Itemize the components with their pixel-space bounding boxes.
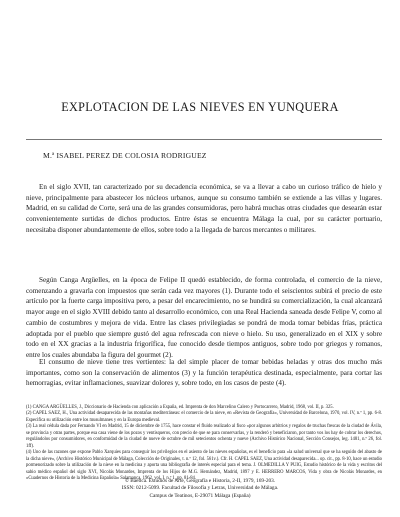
paragraph-text: Según Canga Argüelles, en la época de Felipe II quedó establecido, de forma controlada, el comercio de la nieve, comenzando a gravarla con impuestos que serán cada vez mayores (1). Durante todo el seiscientos subirá el precio de este artículo por la fuerte carga impositiva pero, a pesar del encarecimiento, no se hundirá su comercialización, la cual alcanzará mayor auge en el siglo XVIII debido tanto al desarrollo económico, con una Real Hacienda saneada desde Felipe V, como al cambio de costumbres y mejora de vida. Entre las clases privilegiadas se pondrá de moda tomar bebidas frías, práctica adoptada por el pueblo que siempre gustó del agua refrescada con nieve o hielo. Su uso, generalizado en el XIX y sobre todo en el XX gracias a la industria frigorífica, fue conocido desde tiempos antiguos, sobre todo por griegos y romanos, entre los cuales abundaba la figura del gourmet (2).	[26, 276, 382, 359]
footer-address: Campus de Teatinos, E-29071 Málaga (España)	[149, 492, 251, 499]
footnote-1: (1) CANGA ARGÜELLES, J., Diccionario de Hacienda con aplicación a España, ed. Imprenta de don Marcelino Calero y Portocarrero, Madrid, 1968, vol. II, p. 325.	[26, 405, 334, 410]
author-name: M.ª ISABEL PEREZ DE COLOSIA RODRIGUEZ	[43, 151, 207, 160]
title-divider	[26, 139, 382, 140]
body-paragraph-1	[26, 182, 382, 236]
article-title: EXPLOTACION DE LAS NIEVES EN YUNQUERA	[61, 100, 339, 114]
journal-footer	[0, 478, 400, 500]
footer-issn: ISSN: 0212-5099. Facultad de Filosofía y Letras, Universidad de Málaga.	[121, 485, 279, 492]
paragraph-text: El consumo de nieve tiene tres vertientes: la del simple placer de tomar bebidas heladas y otras dos mucho más importantes, como son la conservación de alimentos (3) y la función terapéutica destinada, especialmente, para cortar las hemorragias, evitar inflamaciones, suavizar dolores y, sobre todo, en los casos de peste (4).	[26, 358, 382, 388]
footnote-4: (4) Uno de las razones que expone Pablo Xarquies para conseguir los privilegios en el asiento de las nieves españolas, es el beneficio para «la salud universal que se ha seguido del abasto de la dicha nieve», (Archivo Histórico Municipal de Málaga, Colección de Originales, t. n.º 12, fol. 561v.). Cfr. H. CAPEL SAEZ, Una actividad desaparecida... op. cit., pp. 8-10, hace un estudio pormenorizado sobre la utilización de la nieve en la medicina y aporta una bibliografía de interés especial para el tema. J. OLMEDILLA Y PUIG, Estudio histórico de la vida y escritos del sabio médico español del siglo XVI, Nicolás Monardes, Imprenta de los Hijos de M.G. Hernández, Madrid, 1897 y E. HERRERO MARCOS, Vida y obra de Nicolás Monardes, en «Cuadernos de Historia de la Medicina Española» Salamanca, 1962, vol. I, n.º 1, pp. 81-84.	[26, 450, 382, 481]
body-paragraph-3	[26, 357, 382, 389]
footnotes	[26, 405, 382, 482]
footnote-2: (2) CAPEL SAEZ, H., Una actividad desaparecida de las montañas mediterráneas: el comercio de la nieve, en «Revista de Geografía», Universidad de Barcelona, 1970, vol. IV, n.º 1, pp. 6-8. Especifica su utilización entre los musulmanes y en la Europa medieval.	[26, 411, 382, 423]
footer-citation: © Baetica. Estudios de Arte, Geografía e Historia, 2-II, 1979, 169-203.	[124, 478, 276, 484]
body-paragraph-2	[26, 275, 382, 361]
footnote-3: (3) La real cédula dada por Fernando VI en Madrid, 15 de diciembre de 1755, hace constar el fluido realizado al fisco «por algunos arbitrios y regalos de truchas frescas de la ciudad de Ávila, se provincia y otras partes, porque esa casa viene de los pozos y ventisqueros, con precio de que se para conservarlas, y la renderó y beneficiaron, por tanto vos los hay de cobrar los derechos, regulándolos por consumidores, en conformidad de la ciudad de nueve de octubre de mil setecientos ochenta y nueve (Archivo Histórico Nacional, Sección Consejos, leg. 1481, n.º 26, fol. 1ff).	[26, 424, 382, 449]
paragraph-text: En el siglo XVII, tan caracterizado por su decadencia económica, se va a llevar a cabo un curioso tráfico de hielo y nieve, principalmente para abastecer los núcleos urbanos, aunque su consumo también se extiende a las villas y lugares. Madrid, en su calidad de Corte, será una de las grandes consumidoras, pero habrá muchas otras ciudades que desearán estar convenientemente surtidas de dichos productos. Entre éstas se encuentra Málaga la cual, por su carácter portuario, necesitaba disponer abundantemente de ellos, sobre todo a la llegada de barcos mercantes o militares.	[26, 183, 382, 234]
